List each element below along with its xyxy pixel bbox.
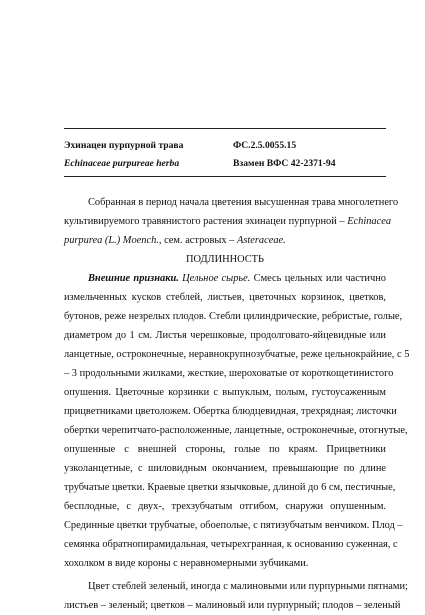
external-line: опушения. Цветочные корзинки с выпуклым, полым, густоусаженным (64, 387, 386, 398)
external-line: бесплодные, с двух-, трехзубчатым отгибом, снаружи опушенным. (64, 501, 386, 512)
color-line: листьев – зеленый; цветков – малиновый или пурпурный; плодов – зеленый (64, 600, 401, 611)
latin-genus: Echinacea (347, 216, 392, 227)
external-line: семянка обратнопирамидальная, четырехгранная, к основанию суженная, с (64, 539, 398, 550)
external-line: обертки черепитчато-расположенные, ланцетные, остроконечные, отогнутые, (64, 425, 408, 436)
monograph-replaces: Взамен ВФС 42-2371-94 (233, 158, 336, 169)
intro-paragraph (64, 193, 399, 250)
external-line: узколанцетные, с шиловидным окончанием, превышающие по длине (64, 463, 386, 474)
external-features-paragraph (64, 269, 410, 573)
external-line: бутонов, реже незрелых плодов. Стебли цилиндрические, ребристые, голые, (64, 311, 403, 322)
document-body (64, 193, 410, 615)
section-title-authenticity: ПОДЛИННОСТЬ (185, 254, 264, 265)
external-line: Внешние признаки. Цельное сырье. Смесь цельных или частично (88, 273, 386, 284)
header-top-rule (64, 128, 386, 129)
intro-line: Собранная в период начала цветения высушенная трава многолетнего (88, 197, 399, 208)
intro-line: культивируемого травянистого растения эхинацеи пурпурной – Echinacea (64, 216, 392, 227)
external-line: – 3 продольными жилками, жесткие, шероховатые от короткощетинистого (64, 368, 394, 379)
external-line: опушенные с внешней стороны, голые по краям. Прицветники (64, 444, 386, 455)
external-line: трубчатые цветки. Краевые цветки язычковые, длиной до 6 см, пестичные, (64, 482, 396, 493)
external-line: измельченных кусков стеблей, листьев, цветочных корзинок, цветков, (64, 292, 386, 303)
external-features-label: Внешние признаки. (88, 273, 179, 284)
header-bottom-rule (64, 176, 386, 177)
external-line: Срединные цветки трубчатые, обоеполые, с пятизубчатым венчиком. Плод – (64, 520, 403, 531)
external-line: ланцетные, остроконечные, неравнокрупнозубчатые, реже цельнокрайние, с 5 (64, 349, 410, 360)
color-paragraph (64, 577, 408, 615)
monograph-title-ru: Эхинацеи пурпурной трава (64, 140, 184, 151)
intro-line: purpurea (L.) Moench., сем. астровых – Asteraceae. (64, 235, 286, 246)
whole-raw-label: Цельное сырье. (182, 273, 251, 284)
external-line: хохолком в виде короны с неравномерными зубчиками. (64, 558, 309, 569)
external-line: диаметром до 1 см. Листья черешковые, продолговато-яйцевидные или (64, 330, 386, 341)
latin-author: Moench. (122, 235, 159, 246)
latin-family: Asteraceae. (236, 235, 286, 246)
external-line: прицветниками цветоложем. Обертка блюдцевидная, трехрядная; листочки (64, 406, 397, 417)
monograph-code: ФС.2.5.0055.15 (233, 140, 297, 151)
monograph-title-lat: Echinaceae purpureae herba (64, 158, 180, 169)
color-line: Цвет стеблей зеленый, иногда с малиновыми или пурпурными пятнами; (88, 581, 408, 592)
